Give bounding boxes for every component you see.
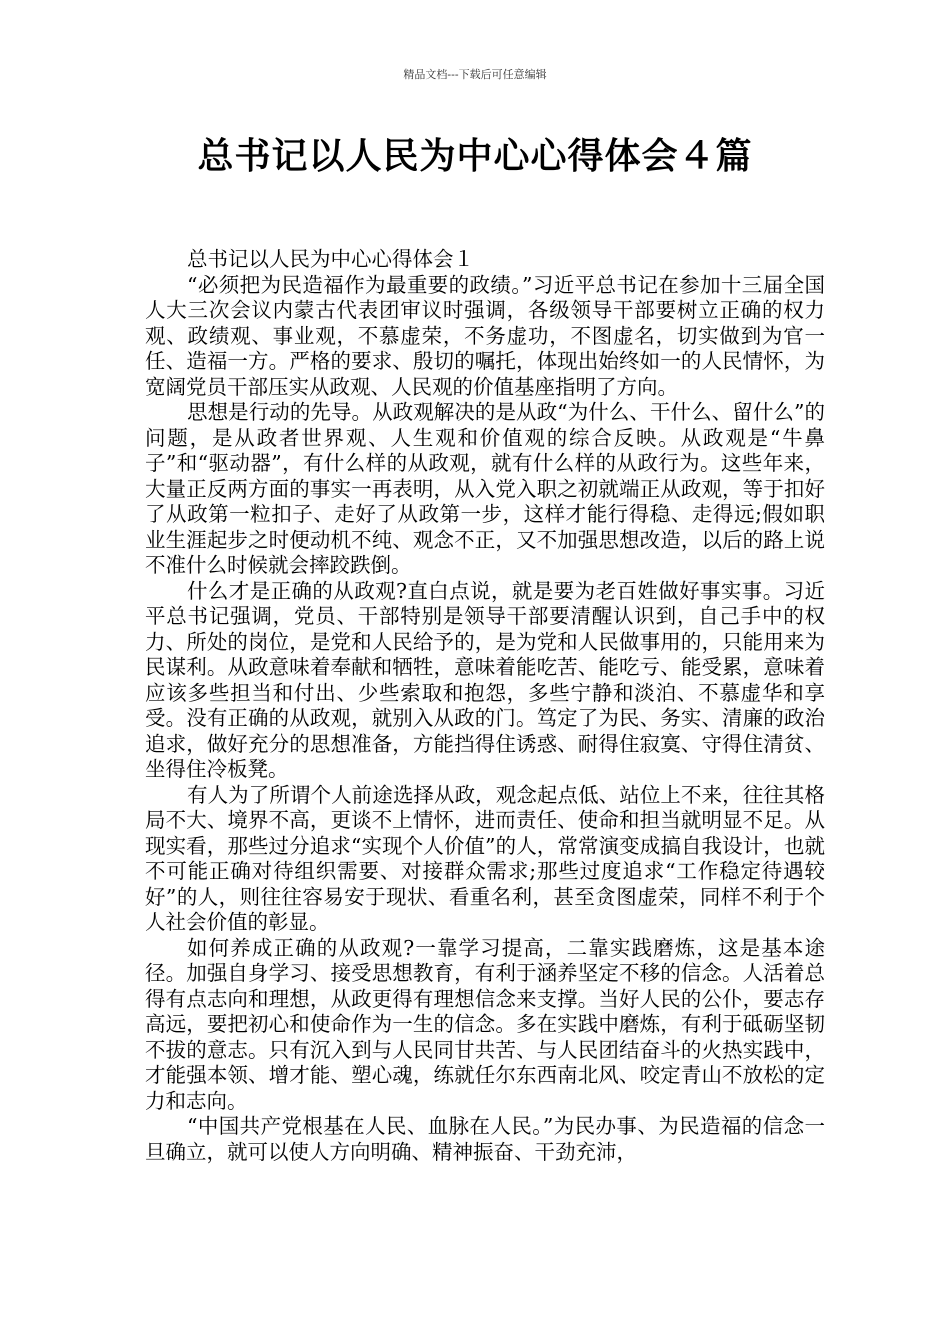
paragraph: 思想是行动的先导。从政观解决的是从政“为什么、干什么、留什么”的问题，是从政者世界观、人生观和价值观的综合反映。从政观是“牛鼻子”和“驱动器”，有什么样的从政观，就有什么样的从政行为。这些年来，大量正反两方面的事实一再表明，从入党入职之初就端正从政观，等于扣好了从政第一粒扣子、走好了从政第一步，这样才能行得稳、走得远;假如职业生涯起步之时便动机不纯、观念不正，又不加强思想改造，以后的路上说不准什么时候就会摔跤跌倒。 [145,400,825,577]
paragraph: 有人为了所谓个人前途选择从政，观念起点低、站位上不来，往往其格局不大、境界不高，更谈不上情怀，进而责任、使命和担当就明显不足。从现实看，那些过分追求“实现个人价值”的人，常常演变成搞自我设计，也就不可能正确对待组织需要、对接群众需求;那些过度追求“工作稳定待遇较好”的人，则往往容易安于现状、看重名利，甚至贪图虚荣，同样不利于个人社会价值的彰显。 [145,782,825,934]
header-note: 精品文档---下载后可任意编辑 [403,68,547,81]
document-title: 总书记以人民为中心心得体会４篇 [197,136,753,177]
document-body [145,247,825,1165]
paragraph: “中国共产党根基在人民、血脉在人民。”为民办事、为民造福的信念一旦确立，就可以使人方向明确、精神振奋、干劲充沛， [145,1114,825,1164]
section-heading: 总书记以人民为中心心得体会１ [187,247,474,271]
paragraph: 什么才是正确的从政观?直白点说，就是要为老百姓做好事实事。习近平总书记强调，党员、干部特别是领导干部要清醒认识到，自己手中的权力、所处的岗位，是党和人民给予的，是为党和人民做事用的，只能用来为民谋利。从政意味着奉献和牺牲，意味着能吃苦、能吃亏、能受累，意味着应该多些担当和付出、少些索取和抱怨，多些宁静和淡泊、不慕虚华和享受。没有正确的从政观，就别入从政的门。笃定了为民、务实、清廉的政治追求，做好充分的思想准备，方能挡得住诱惑、耐得住寂寞、守得住清贫、坐得住冷板凳。 [145,578,825,781]
paragraph: “必须把为民造福作为最重要的政绩。”习近平总书记在参加十三届全国人大三次会议内蒙古代表团审议时强调，各级领导干部要树立正确的权力观、政绩观、事业观，不慕虚荣，不务虚功，不图虚名，切实做到为官一任、造福一方。严格的要求、殷切的嘱托，体现出始终如一的人民情怀，为宽阔党员干部压实从政观、人民观的价值基座指明了方向。 [145,272,825,399]
paragraph: 如何养成正确的从政观?一靠学习提高，二靠实践磨炼，这是基本途径。加强自身学习、接受思想教育，有利于涵养坚定不移的信念。人活着总得有点志向和理想，从政更得有理想信念来支撑。当好人民的公仆，要志存高远，要把初心和使命作为一生的信念。多在实践中磨炼，有利于砥砺坚韧不拔的意志。只有沉入到与人民同甘共苦、与人民团结奋斗的火热实践中，才能强本领、增才能、塑心魂，练就任尔东西南北风、咬定青山不放松的定力和志向。 [145,935,825,1113]
